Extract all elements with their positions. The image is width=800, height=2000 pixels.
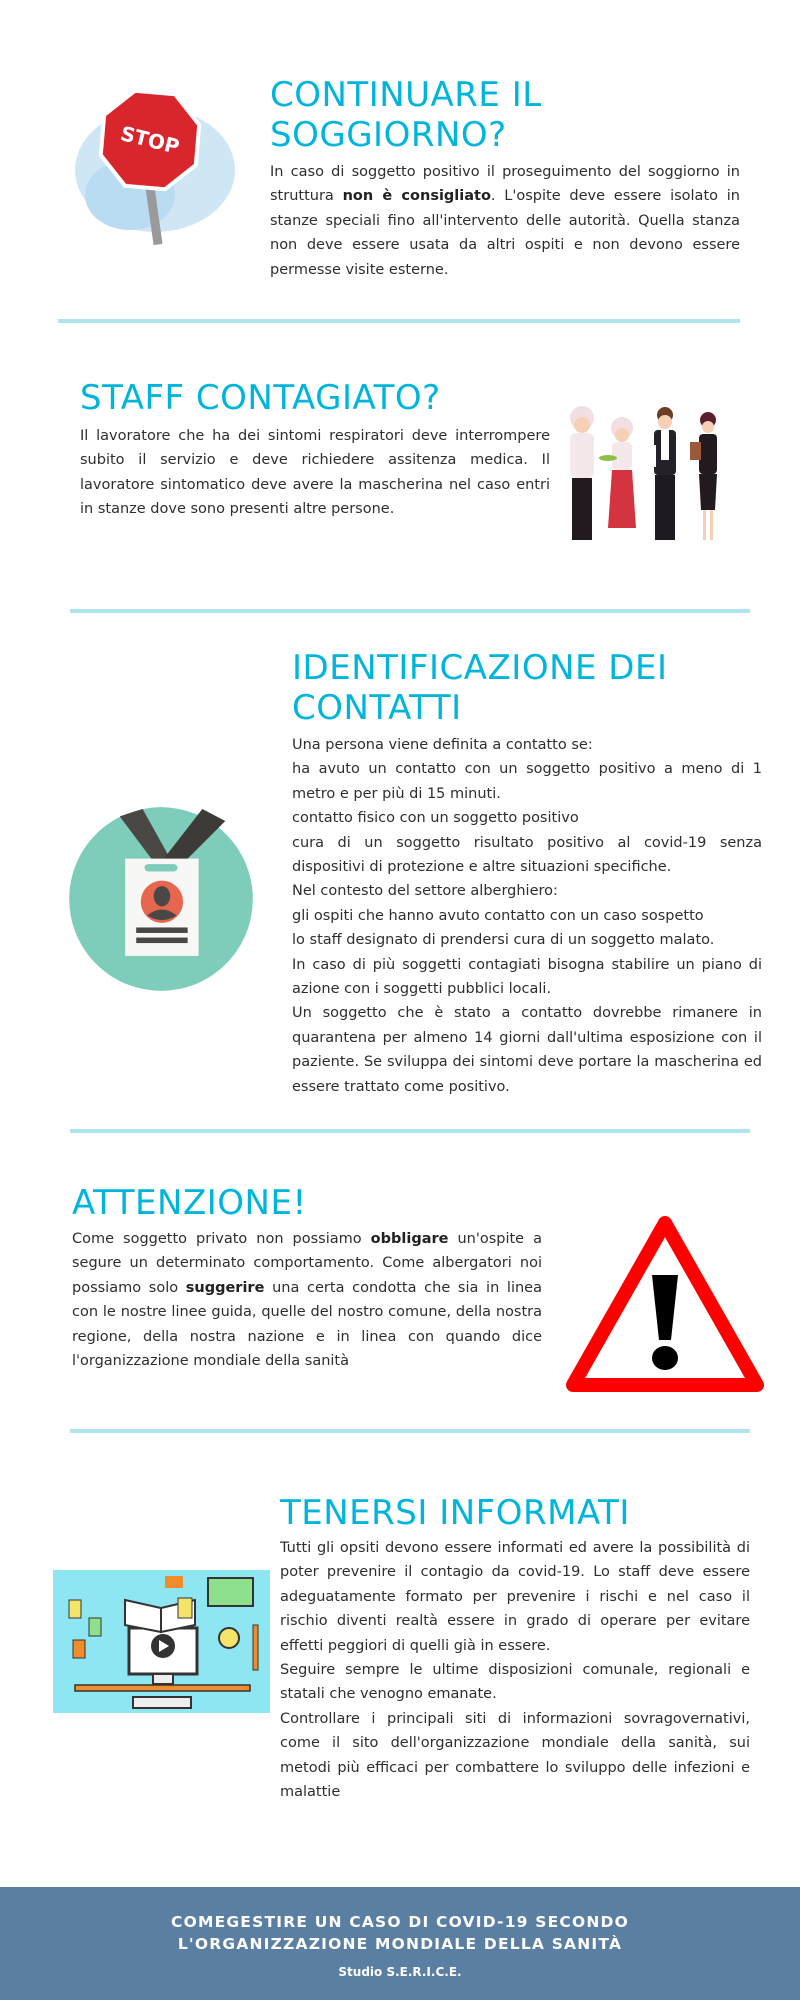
section-text-staff: Il lavoratore che ha dei sintomi respiratori deve interrompere subito il servizio e deve richiedere assitenza medica. Il lavoratore sintomatico deve avere la mascherina nel caso entri in stanze dove sono presenti altre persone. [80,428,550,518]
section-title-continuare: CONTINUARE IL SOGGIORNO? [270,75,542,155]
stop-sign-illustration [70,85,240,250]
section-text-attenzione: Come soggetto privato non possiamo obbligare un'ospite a segure un determinato comportamento. Come albergatori noi possiamo solo suggerire una certa condotta che sia in linea con le nostre linee guida, quelle del nostro comune, della nostra regione, della nostra nazione e in linea con quando dice l'organizzazione mondiale della sanità [72,1231,543,1370]
section-text-contatti: Una persona viene definita a contatto se: ha avuto un contatto con un soggetto positivo a meno di 1 metro e per più di 15 minuti. contatto fisico con un soggetto positivo cura di un soggetto risultato positivo al covid-19 senza dispositivi di protezione e altre situazioni specifiche. Nel contesto del settore alberghiero: gli ospiti che hanno avuto contatto con un caso sospetto lo staff designato di prendersi cura di un soggetto malato. In caso di più soggetti contagiati bisogna stabilire un piano di azione con i soggetti pubblici locali. Un soggetto che è stato a contatto dovrebbe rimanere in quarantena per almeno 14 giorni dall'ultima esposizione con il paziente. Se sviluppa dei sintomi deve portare la mascherina ed essere trattato come positivo. [292,737,762,1095]
section-text-continuare: In caso di soggetto positivo il proseguimento del soggiorno in struttura non è consigliato. L'ospite deve essere isolato in stanze speciali fino all'intervento delle autorità. Quella stanza non deve essere usata da altri ospiti e non devono essere permesse visite esterne. [270,164,740,278]
section-text-informati: Tutti gli opsiti devono essere informati ed avere la possibilità di poter prevenire il contagio da covid-19. Lo staff deve essere adeguatamente formato per prevenire i rischi e nel caso il rischio diventi realtà essere in grado di operare per evitare effetti peggiori di quelli già in essere. Seguire sempre le ultime disposizioni comunale, regionali e statali che venogno emanate. Controllare i principali siti di informazioni sovragovernativi, come il sito dell'organizzazione mondiale della sanità, sui metodi più efficaci per combattere lo sviluppo delle infezioni e malattie [280,1540,750,1801]
section-title-staff: STAFF CONTAGIATO? [80,378,441,418]
stop-label: STOP [118,121,182,159]
section-divider [70,1129,750,1133]
section-title-attenzione: ATTENZIONE! [72,1183,307,1223]
hotel-staff-illustration [560,400,735,545]
section-title-informati: TENERSI INFORMATI [280,1493,630,1533]
footer-author: Studio S.E.R.I.C.E. [338,1965,462,1979]
section-divider [70,609,750,613]
warning-triangle-icon [565,1215,765,1393]
section-divider [70,1429,750,1433]
footer [0,1887,800,2000]
section-divider [58,319,740,323]
online-learning-illustration [53,1570,270,1713]
id-badge-icon [60,798,262,1000]
section-title-contatti: IDENTIFICAZIONE DEI CONTATTI [292,648,668,728]
footer-title: COMEGESTIRE UN CASO DI COVID-19 SECONDO L'ORGANIZZAZIONE MONDIALE DELLA SANITÀ [171,1913,629,1953]
